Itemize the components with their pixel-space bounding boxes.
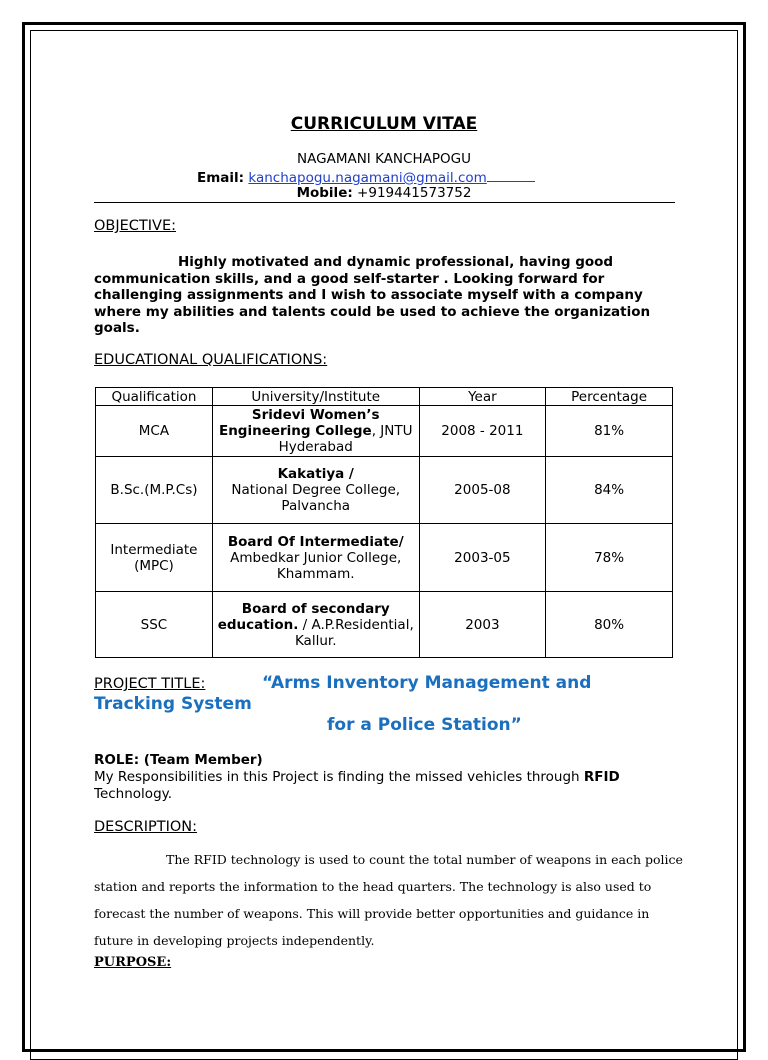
- mobile-line: [0, 185, 768, 201]
- objective-body: Highly motivated and dynamic professional, having good communication skills, and a good self-starter . Looking forward for challenging assignments and I wish to associate myself with a company where my abilities and talents could be used to achieve the organization goals.: [94, 254, 651, 336]
- project-title-line-2: Tracking System: [94, 694, 252, 714]
- mobile-number: +919441573752: [357, 185, 472, 201]
- project-title-line-3: for a Police Station”: [327, 715, 522, 735]
- percentage-cell: 80%: [546, 592, 673, 658]
- objective-text: [94, 254, 679, 337]
- institute-detail: , JNTU Hyderabad: [278, 423, 413, 455]
- institute-cell: [212, 592, 419, 658]
- institute-detail: National Degree College, Palvancha: [231, 482, 401, 514]
- column-header: Year: [419, 388, 546, 406]
- institute-name: Kakatiya /: [277, 466, 354, 482]
- column-header: Percentage: [546, 388, 673, 406]
- qualification-cell: B.Sc.(M.P.Cs): [96, 457, 213, 524]
- project-title-line-1: “Arms Inventory Management and: [262, 673, 592, 693]
- year-cell: 2003: [419, 592, 546, 658]
- institute-name: Board of secondary education.: [217, 600, 390, 633]
- responsibilities-line-2: Technology.: [94, 786, 172, 802]
- institute-cell: [212, 406, 419, 457]
- responsibilities-text: My Responsibilities in this Project is finding the missed vehicles through: [94, 769, 584, 785]
- project-role: ROLE: (Team Member): [94, 752, 263, 768]
- table-row: [96, 457, 673, 524]
- email-link[interactable]: kanchapogu.nagamani@gmail.com: [248, 170, 487, 186]
- project-heading: PROJECT TITLE:: [94, 676, 206, 692]
- qualification-cell: Intermediate (MPC): [96, 524, 213, 592]
- percentage-cell: 78%: [546, 524, 673, 592]
- email-line: [197, 168, 535, 186]
- description-body: The RFID technology is used to count the total number of weapons in each police station and reports the information to the head quarters. The technology is also used to forecast the number of weapons. This will provide better opportunities and guidance in future in developing projects independently.: [94, 852, 683, 948]
- year-cell: 2003-05: [419, 524, 546, 592]
- qualification-cell: MCA: [96, 406, 213, 457]
- header-divider: [94, 202, 675, 203]
- qualification-cell: SSC: [96, 592, 213, 658]
- institute-name: Board Of Intermediate/: [227, 533, 404, 550]
- candidate-name: NAGAMANI KANCHAPOGU: [297, 151, 471, 167]
- document-title: CURRICULUM VITAE: [290, 114, 478, 134]
- description-heading: DESCRIPTION:: [94, 819, 198, 835]
- institute-detail: / A.P.Residential, Kallur.: [294, 616, 414, 649]
- table-row: [96, 524, 673, 592]
- column-header: University/Institute: [212, 388, 419, 406]
- mobile-label: Mobile:: [296, 185, 353, 201]
- year-cell: 2008 - 2011: [419, 406, 546, 457]
- institute-cell: [212, 524, 419, 592]
- institute-name: Sridevi Women’s Engineering College: [218, 407, 380, 439]
- purpose-heading: PURPOSE:: [94, 955, 172, 970]
- email-label: Email:: [197, 170, 245, 186]
- education-heading: EDUCATIONAL QUALIFICATIONS:: [94, 352, 328, 368]
- responsibilities-line-1: [94, 769, 620, 785]
- year-cell: 2005-08: [419, 457, 546, 524]
- objective-heading: OBJECTIVE:: [94, 218, 177, 234]
- responsibilities-keyword: RFID: [583, 769, 620, 785]
- table-row: [96, 406, 673, 457]
- percentage-cell: 84%: [546, 457, 673, 524]
- education-table: [95, 387, 673, 658]
- email-underline: [487, 168, 535, 182]
- percentage-cell: 81%: [546, 406, 673, 457]
- column-header: Qualification: [96, 388, 213, 406]
- institute-detail: Ambedkar Junior College, Khammam.: [230, 549, 402, 582]
- description-text: [94, 846, 684, 954]
- table-row: [96, 592, 673, 658]
- institute-cell: [212, 457, 419, 524]
- table-header-row: [96, 388, 673, 406]
